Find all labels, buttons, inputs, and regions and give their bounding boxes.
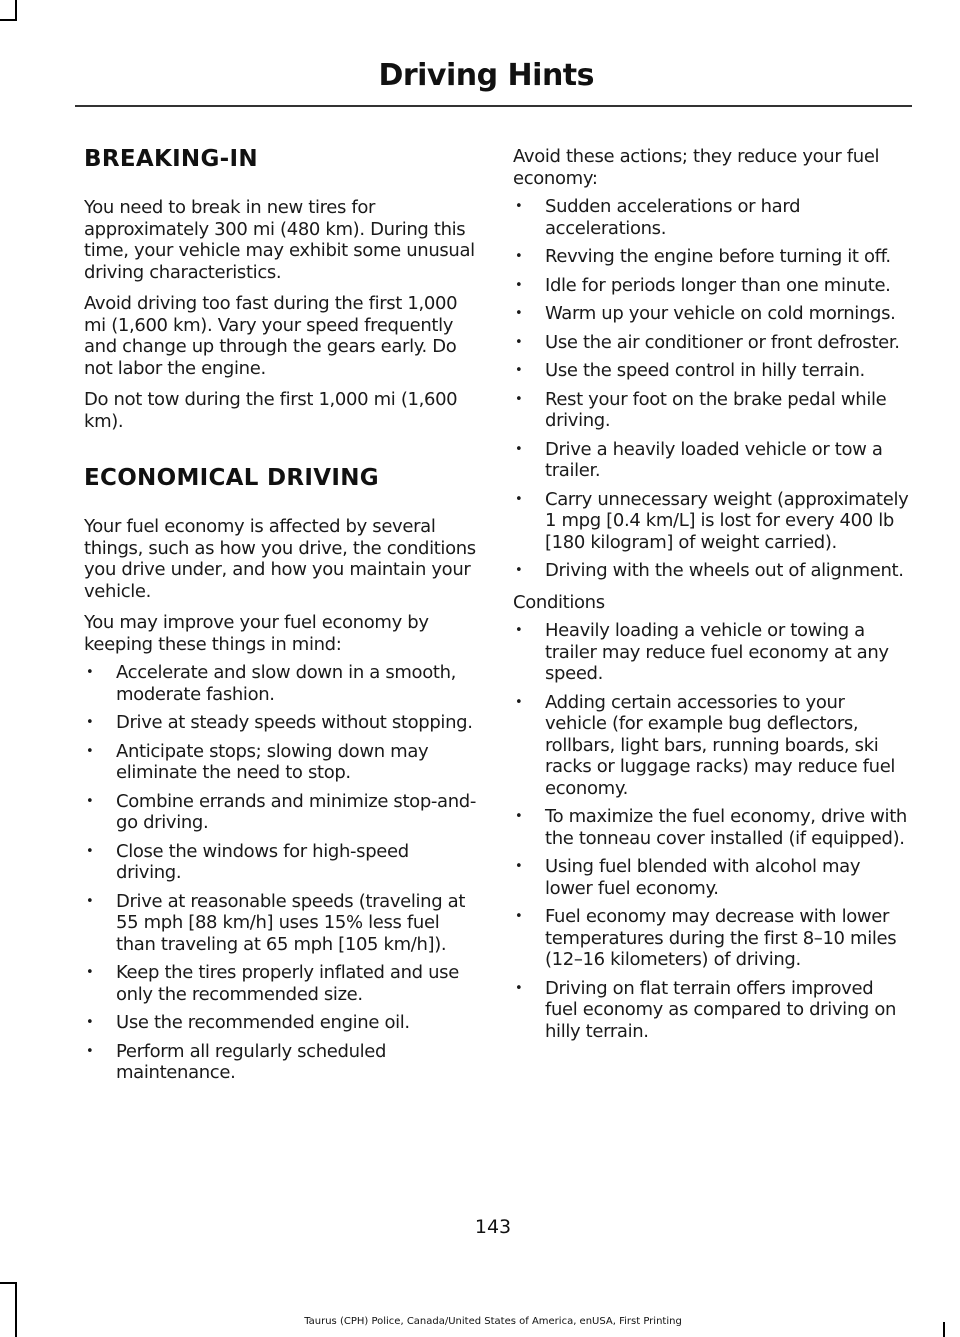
- list-item: • Drive a heavily loaded vehicle or tow a trailer.: [513, 439, 911, 482]
- right-column: [513, 146, 911, 1042]
- conditions-list: [513, 620, 911, 1042]
- list-item: • Use the air conditioner or front defroster.: [513, 332, 911, 354]
- crop-mark: [0, 1282, 17, 1284]
- paragraph: Avoid driving too fast during the first 1,000 mi (1,600 km). Vary your speed frequently and change up through the gears early. Do not labor the engine.: [84, 293, 458, 379]
- list-item: • Idle for periods longer than one minute.: [513, 275, 911, 297]
- list-item: • Heavily loading a vehicle or towing a trailer may reduce fuel economy at any speed.: [513, 620, 911, 685]
- list-item: • Use the recommended engine oil.: [84, 1012, 479, 1034]
- list-item: • Drive at reasonable speeds (traveling at 55 mph [88 km/h] uses 15% less fuel than traveling at 65 mph [105 km/h]).: [84, 891, 479, 956]
- list-item: • Revving the engine before turning it off.: [513, 246, 911, 268]
- list-item: • Carry unnecessary weight (approximately 1 mpg [0.4 km/L] is lost for every 400 lb [180 kilogram] of weight carried).: [513, 489, 911, 554]
- section-heading-economical-driving: ECONOMICAL DRIVING: [84, 465, 379, 491]
- page-header-title: Driving Hints: [378, 58, 594, 93]
- paragraph: You may improve your fuel economy by keeping these things in mind:: [84, 612, 429, 655]
- list-item: • To maximize the fuel economy, drive with the tonneau cover installed (if equipped).: [513, 806, 911, 849]
- list-item: • Combine errands and minimize stop-and-go driving.: [84, 791, 479, 834]
- section-heading-breaking-in: BREAKING-IN: [84, 146, 258, 172]
- list-item: • Anticipate stops; slowing down may eliminate the need to stop.: [84, 741, 479, 784]
- list-item: • Adding certain accessories to your vehicle (for example bug deflectors, rollbars, light bars, running boards, ski racks or luggage racks) may reduce fuel economy.: [513, 692, 911, 800]
- list-item: • Accelerate and slow down in a smooth, moderate fashion.: [84, 662, 479, 705]
- paragraph: Your fuel economy is affected by several things, such as how you drive, the conditions you drive under, and how you maintain your vehicle.: [84, 516, 476, 602]
- crop-mark: [15, 0, 17, 20]
- list-item: • Warm up your vehicle on cold mornings.: [513, 303, 911, 325]
- footer-text: Taurus (CPH) Police, Canada/United States of America, enUSA, First Printing: [304, 1316, 682, 1327]
- list-item: • Driving with the wheels out of alignment.: [513, 560, 911, 582]
- paragraph: Avoid these actions; they reduce your fuel economy:: [513, 146, 880, 189]
- paragraph: Do not tow during the first 1,000 mi (1,600 km).: [84, 389, 458, 432]
- conditions-label: Conditions: [513, 591, 605, 613]
- list-item: • Rest your foot on the brake pedal while driving.: [513, 389, 911, 432]
- tips-list: [84, 662, 479, 1084]
- list-item: • Close the windows for high-speed driving.: [84, 841, 479, 884]
- crop-mark: [15, 1282, 17, 1337]
- header-rule: [75, 105, 912, 107]
- list-item: • Use the speed control in hilly terrain.: [513, 360, 911, 382]
- list-item: • Driving on flat terrain offers improved fuel economy as compared to driving on hilly terrain.: [513, 978, 911, 1043]
- crop-mark: [0, 19, 17, 21]
- avoid-list: [513, 196, 911, 582]
- list-item: • Keep the tires properly inflated and use only the recommended size.: [84, 962, 479, 1005]
- list-item: • Using fuel blended with alcohol may lower fuel economy.: [513, 856, 911, 899]
- paragraph: You need to break in new tires for approximately 300 mi (480 km). During this time, your vehicle may exhibit some unusual driving characteristics.: [84, 197, 475, 283]
- list-item: • Sudden accelerations or hard accelerations.: [513, 196, 911, 239]
- list-item: • Fuel economy may decrease with lower temperatures during the first 8–10 miles (12–16 kilometers) of driving.: [513, 906, 911, 971]
- list-item: • Drive at steady speeds without stopping.: [84, 712, 479, 734]
- page-number: 143: [474, 1216, 512, 1238]
- left-column: [84, 146, 479, 1084]
- list-item: • Perform all regularly scheduled maintenance.: [84, 1041, 479, 1084]
